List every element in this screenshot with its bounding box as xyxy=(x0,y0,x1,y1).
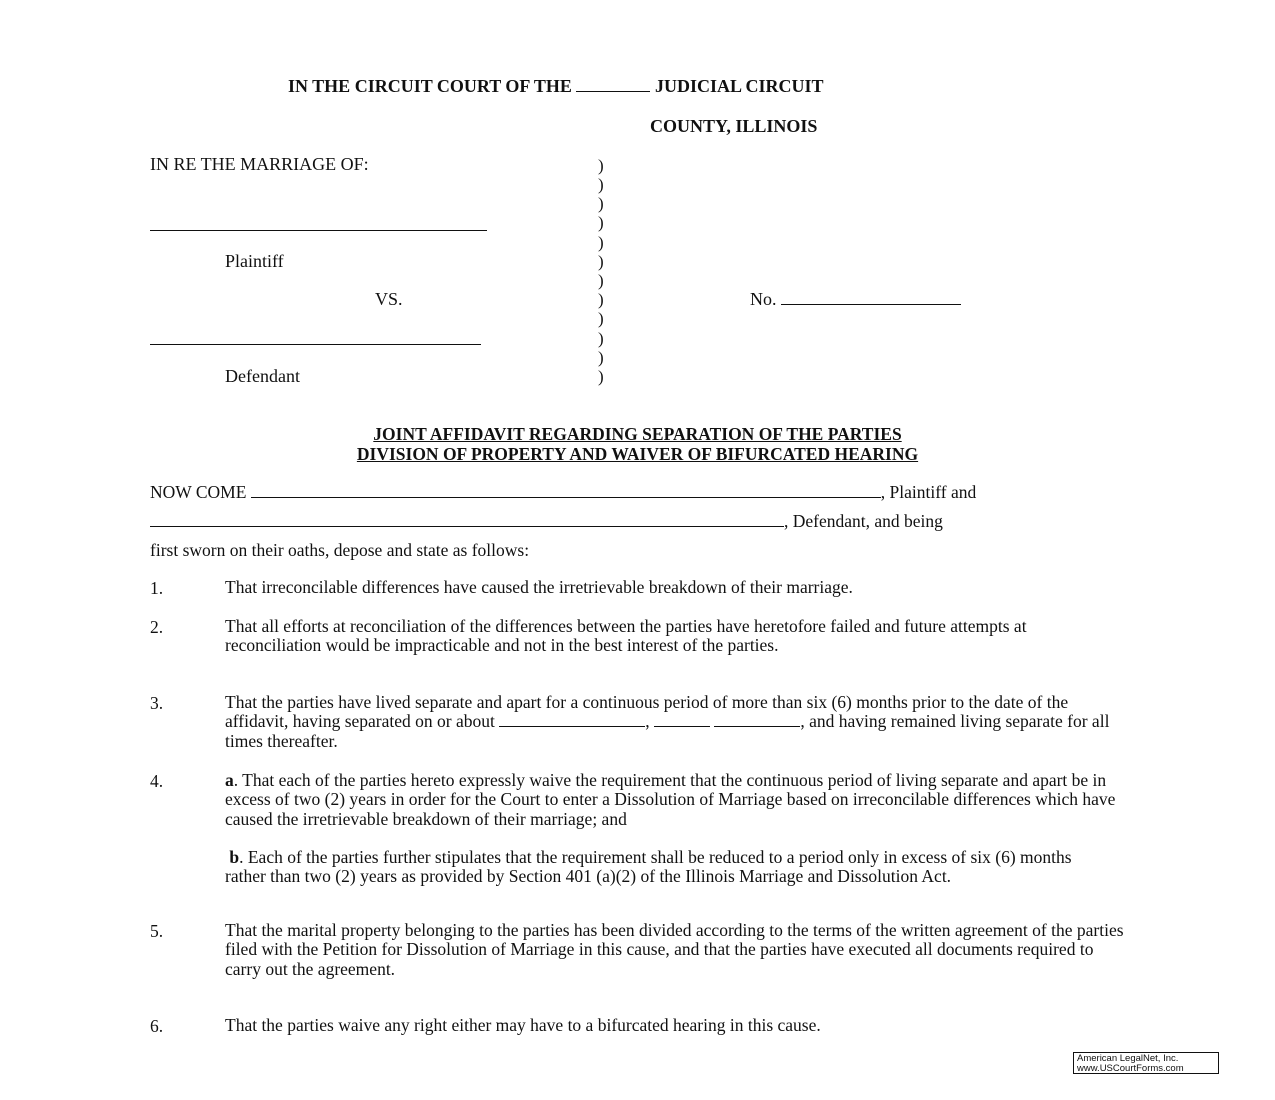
paragraph-4a-text xyxy=(225,771,1125,829)
court-header xyxy=(288,76,823,97)
paragraph-5-number: 5. xyxy=(150,921,164,941)
paragraph-4a-body: . That each of the parties hereto expressly waive the requirement that the continuous period of living separate and apart be in excess of two (2) years in order for the Court to enter a Dissolution of Marriage based on irreconcilable differences which have caused the irretrievable breakdown of their marriage; and xyxy=(225,770,1116,829)
case-number-blank[interactable] xyxy=(781,290,961,305)
caption-paren: ) xyxy=(598,252,604,271)
plaintiff-full-name-blank[interactable] xyxy=(251,483,881,498)
paragraph-3-text-a: That the parties have lived separate and apart for a continuous period of more than six (6) months prior to the date of the affidavit, having separated on or about xyxy=(225,692,1069,732)
paragraph-1-number: 1. xyxy=(150,578,164,598)
plaintiff-name-line[interactable] xyxy=(150,230,487,231)
in-re-marriage: IN RE THE MARRIAGE OF: xyxy=(150,154,369,174)
paragraph-4a-label: a xyxy=(225,770,234,790)
caption-paren: ) xyxy=(598,367,604,386)
paragraph-2-number: 2. xyxy=(150,617,164,637)
paragraph-4b-body: . Each of the parties further stipulates that the requirement shall be reduced to a period only in excess of six (6) months rather than two (2) years as provided by Section 401 (a)(2) of the Illinois Marriage and Dissolution Act. xyxy=(225,847,1072,887)
paragraph-3-text-b: , and having remained living separate for all times thereafter. xyxy=(225,711,1110,751)
paragraph-1-text: That irreconcilable differences have caused the irretrievable breakdown of their marriage. xyxy=(225,577,853,597)
publisher-name: American LegalNet, Inc. xyxy=(1077,1053,1179,1064)
plaintiff-label: Plaintiff xyxy=(225,251,284,271)
paragraph-2-text: That all efforts at reconciliation of the differences between the parties have heretofore failed and future attempts at reconciliation would be impracticable and not in the best interest of the parties. xyxy=(225,616,1027,656)
publisher-watermark xyxy=(1073,1052,1219,1074)
now-come-label: NOW COME xyxy=(150,482,247,502)
caption-paren: ) xyxy=(598,213,604,232)
county-heading: COUNTY, ILLINOIS xyxy=(650,116,818,136)
court-suffix: JUDICIAL CIRCUIT xyxy=(654,76,824,96)
caption-paren: ) xyxy=(598,175,604,194)
case-number xyxy=(750,289,961,310)
sworn-statement: first sworn on their oaths, depose and state as follows: xyxy=(150,540,530,560)
paragraph-3-number: 3. xyxy=(150,693,164,713)
document-title-line2: DIVISION OF PROPERTY AND WAIVER OF BIFURCATED HEARING xyxy=(356,444,919,464)
paragraph-6-text: That the parties waive any right either may have to a bifurcated hearing in this cause. xyxy=(225,1015,821,1035)
circuit-number-blank[interactable] xyxy=(576,79,650,92)
caption-paren: ) xyxy=(598,194,604,213)
defendant-full-name-blank[interactable] xyxy=(150,512,784,527)
paragraph-4-number: 4. xyxy=(150,771,164,791)
paragraph-4b-label: b xyxy=(229,847,240,867)
paragraph-6-number: 6. xyxy=(150,1016,164,1036)
caption-paren: ) xyxy=(598,329,604,348)
document-title-line1: JOINT AFFIDAVIT REGARDING SEPARATION OF THE PARTIES xyxy=(373,424,902,444)
paragraph-4b-text xyxy=(225,848,1105,887)
paragraph-5-text: That the marital property belonging to the parties has been divided according to the terms of the written agreement of the parties filed with the Petition for Dissolution of Marriage in this cause, and that the parties have executed all documents required to carry out the agreement. xyxy=(225,920,1124,979)
defendant-name-line[interactable] xyxy=(150,344,481,345)
separation-year-blank-end[interactable] xyxy=(714,712,800,727)
separation-date-blank[interactable] xyxy=(499,712,645,727)
defendant-label: Defendant xyxy=(225,366,300,386)
defendant-line xyxy=(150,511,943,532)
now-come-line xyxy=(150,482,976,503)
caption-paren: ) xyxy=(598,309,604,328)
separation-year-blank-start[interactable] xyxy=(654,712,710,727)
court-prefix: IN THE CIRCUIT COURT OF THE xyxy=(288,76,572,96)
vs-label: VS. xyxy=(375,289,403,309)
caption-paren: ) xyxy=(598,156,604,175)
caption-paren: ) xyxy=(598,271,604,290)
caption-paren: ) xyxy=(598,233,604,252)
caption-paren: ) xyxy=(598,348,604,367)
plaintiff-and-text: , Plaintiff and xyxy=(880,482,977,502)
case-number-label: No. xyxy=(750,289,777,309)
defendant-being-text: , Defendant, and being xyxy=(784,511,943,531)
publisher-url: www.USCourtForms.com xyxy=(1077,1063,1184,1074)
caption-paren: ) xyxy=(598,290,604,309)
paragraph-3-text: That the parties have lived separate and apart for a continuous period of more than six (6) months prior to the date of the affidavit, having separated on or about , , and having remained living separate for all times thereafter. xyxy=(225,692,1110,751)
